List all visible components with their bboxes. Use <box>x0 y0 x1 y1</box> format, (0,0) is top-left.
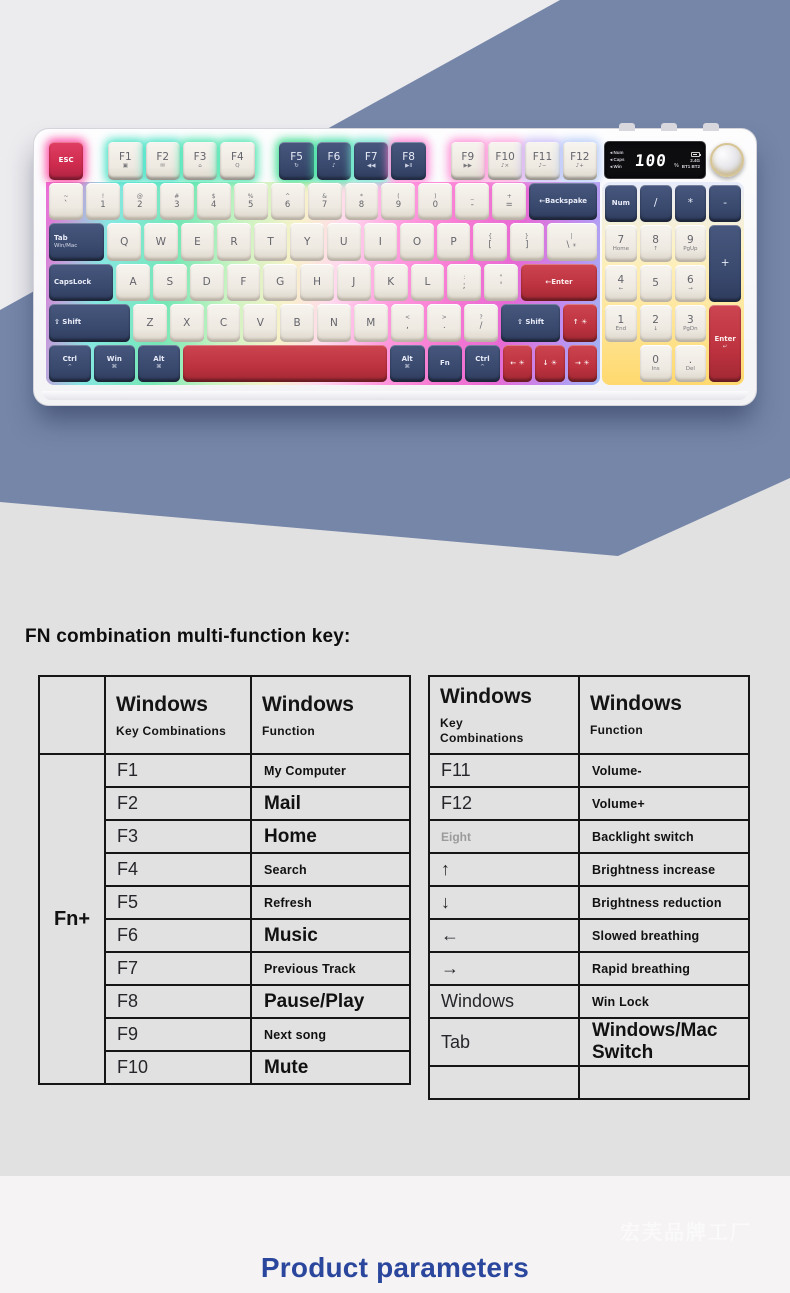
keyboard-row <box>49 223 597 261</box>
table-row <box>429 952 749 985</box>
key-0: ) 0 <box>418 183 452 221</box>
function-cell: Next song <box>251 1018 410 1051</box>
key-f2: F2 ✉ <box>146 142 180 180</box>
key-d: D <box>190 264 224 302</box>
volume-knob <box>710 143 744 177</box>
key-y: Y <box>290 223 324 261</box>
key-space: + = <box>492 183 526 221</box>
key-f8: F8 ▶Ⅱ <box>391 142 425 180</box>
function-cell: Refresh <box>251 886 410 919</box>
key-n: N <box>317 304 351 342</box>
key-f10: F10 ♪× <box>488 142 522 180</box>
table-row <box>39 754 410 787</box>
key-u: U <box>327 223 361 261</box>
table-header-row <box>429 676 749 754</box>
keyboard-function-row <box>49 142 597 180</box>
function-cell: Backlight switch <box>579 820 749 853</box>
key-a: A <box>116 264 150 302</box>
key-gap <box>258 142 277 180</box>
key-2: 2 ↓ <box>640 305 672 342</box>
key-space: + <box>709 225 741 302</box>
key-cell: F6 <box>105 919 251 952</box>
keyboard-row <box>49 264 597 302</box>
display-status <box>682 152 700 169</box>
function-cell: Win Lock <box>579 985 749 1018</box>
key-space: - <box>709 185 741 222</box>
keyboard-row <box>49 304 597 342</box>
top-switch-nub <box>661 123 677 131</box>
function-cell: Home <box>251 820 410 853</box>
product-parameters-title: Product parameters <box>260 1252 530 1283</box>
key-num: Num <box>605 185 637 222</box>
key-f7: F7 ◀◀ <box>354 142 388 180</box>
keyboard-plate <box>46 139 744 385</box>
key-3: # 3 <box>160 183 194 221</box>
table-row <box>429 820 749 853</box>
key-6: ^ 6 <box>271 183 305 221</box>
key-3: 3 PgDn <box>675 305 707 342</box>
function-header: Windows Function <box>579 676 749 754</box>
keyboard-numpad <box>602 182 744 385</box>
key-k: K <box>374 264 408 302</box>
wireless-label: 2.4G <box>690 157 700 163</box>
keyboard-display-area <box>604 141 744 179</box>
function-cell: My Computer <box>251 754 410 787</box>
key-space: ? / <box>464 304 498 342</box>
keyboard-row <box>49 183 597 221</box>
table-row <box>429 886 749 919</box>
key-1: 1 End <box>605 305 637 342</box>
key-4: 4 ← <box>605 265 637 302</box>
keyboard-row <box>49 345 597 383</box>
key-8: 8 ↑ <box>640 225 672 262</box>
key-f4: F4 Q <box>220 142 254 180</box>
function-cell <box>579 1066 749 1099</box>
table-row <box>429 1018 749 1066</box>
key-f6: F6 ♪ <box>317 142 351 180</box>
key-space: | \ ☀ <box>547 223 597 261</box>
key-9: ( 9 <box>381 183 415 221</box>
table-row <box>429 985 749 1018</box>
function-cell: Slowed breathing <box>579 919 749 952</box>
key-cell: F3 <box>105 820 251 853</box>
key-space: > . <box>427 304 461 342</box>
table-row <box>429 754 749 787</box>
battery-unit: % <box>674 163 679 169</box>
key-space: ~ ` <box>49 183 83 221</box>
key-space: } ] <box>510 223 544 261</box>
key-cell: F4 <box>105 853 251 886</box>
key-f11: F11 ♪− <box>525 142 559 180</box>
table-row <box>429 853 749 886</box>
key-r: R <box>217 223 251 261</box>
key-combinations-header: Windows Key Combinations <box>429 676 579 754</box>
key-c: C <box>207 304 241 342</box>
key-space: ↓ ☀ <box>535 345 564 383</box>
table-row <box>429 919 749 952</box>
key-4: $ 4 <box>197 183 231 221</box>
top-switch-nub <box>703 123 719 131</box>
key-space: * <box>675 185 707 222</box>
key-cell: ↑ <box>429 853 579 886</box>
function-cell: Pause/Play <box>251 985 410 1018</box>
battery-value: 100 <box>633 150 668 170</box>
key-f12: F12 ♪+ <box>563 142 597 180</box>
key-cell: Windows <box>429 985 579 1018</box>
key-space: ← ☀ <box>503 345 532 383</box>
key-cell: F10 <box>105 1051 251 1084</box>
key-f9: F9 ▶▶ <box>451 142 485 180</box>
fn-table-left <box>38 675 411 1085</box>
key-9: 9 PgUp <box>675 225 707 262</box>
key-f5: F5 ↻ <box>279 142 313 180</box>
key-alt: Alt ⌘ <box>138 345 180 383</box>
key-0: 0 Ins <box>640 345 672 382</box>
table-header-row <box>39 676 410 754</box>
bluetooth-label: BT1 BT2 <box>681 163 700 169</box>
key-cell: Tab <box>429 1018 579 1066</box>
function-cell: Mail <box>251 787 410 820</box>
key-enter: ←Enter <box>521 264 597 302</box>
key-cell: F11 <box>429 754 579 787</box>
key-gap <box>86 142 105 180</box>
key-8: * 8 <box>345 183 379 221</box>
table-row <box>429 787 749 820</box>
key-space: _ - <box>455 183 489 221</box>
key-1: ! 1 <box>86 183 120 221</box>
section-title: FN combination multi-function key: <box>25 626 351 647</box>
top-switch-nub <box>619 123 635 131</box>
key-l: L <box>411 264 445 302</box>
key-o: O <box>400 223 434 261</box>
keyboard-main-block <box>46 139 600 385</box>
key-w: W <box>144 223 178 261</box>
function-cell: Windows/Mac Switch <box>579 1018 749 1066</box>
key-space: ↑ ☀ <box>563 304 597 342</box>
key-i: I <box>364 223 398 261</box>
key-6: 6 → <box>675 265 707 302</box>
key-b: B <box>280 304 314 342</box>
key-5: 5 <box>640 265 672 302</box>
key-fn: Fn <box>428 345 463 383</box>
function-cell: Music <box>251 919 410 952</box>
key-alt: Alt ⌘ <box>390 345 425 383</box>
key-cell: F9 <box>105 1018 251 1051</box>
key-cell: F2 <box>105 787 251 820</box>
key-cell: F1 <box>105 754 251 787</box>
key-cell: F12 <box>429 787 579 820</box>
key-e: E <box>181 223 215 261</box>
key-x: X <box>170 304 204 342</box>
key-cell: Eight <box>429 820 579 853</box>
status-display <box>604 141 706 179</box>
key-space: : ; <box>447 264 481 302</box>
hero-background <box>0 0 790 560</box>
key-combinations-header: Windows Key Combinations <box>105 676 251 754</box>
display-indicators <box>610 150 625 170</box>
key-ctrl: Ctrl ^ <box>49 345 91 383</box>
function-cell: Volume- <box>579 754 749 787</box>
battery-icon <box>691 152 700 157</box>
function-cell: Brightness increase <box>579 853 749 886</box>
bottom-section <box>0 1176 790 1293</box>
key-m: M <box>354 304 388 342</box>
key-space: / <box>640 185 672 222</box>
key-space: { [ <box>473 223 507 261</box>
function-cell: Volume+ <box>579 787 749 820</box>
key-f: F <box>227 264 261 302</box>
function-cell: Search <box>251 853 410 886</box>
key-esc: ESC <box>49 142 83 180</box>
key-7: & 7 <box>308 183 342 221</box>
keyboard-image <box>33 128 757 406</box>
key-space: → ☀ <box>568 345 597 383</box>
key-shift: ⇧ Shift <box>49 304 130 342</box>
key-ctrl: Ctrl ^ <box>465 345 500 383</box>
key-backspake: ←Backspake <box>529 183 597 221</box>
function-cell: Brightness reduction <box>579 886 749 919</box>
key-enter: Enter ↵ <box>709 305 741 382</box>
key-7: 7 Home <box>605 225 637 262</box>
key-shift: ⇧ Shift <box>501 304 560 342</box>
key-cell: → <box>429 952 579 985</box>
key-g: G <box>263 264 297 302</box>
key-tab: Tab Win/Mac <box>49 223 104 261</box>
function-cell: Rapid breathing <box>579 952 749 985</box>
key-z: Z <box>133 304 167 342</box>
key-cell: F8 <box>105 985 251 1018</box>
key-cell: F7 <box>105 952 251 985</box>
indicator-label: ◂ Num <box>610 150 625 156</box>
function-header: Windows Function <box>251 676 410 754</box>
fn-plus-cell: Fn+ <box>39 754 105 1084</box>
key-space: < , <box>391 304 425 342</box>
key-f3: F3 ⌂ <box>183 142 217 180</box>
key-h: H <box>300 264 334 302</box>
key-cell: ↓ <box>429 886 579 919</box>
key-j: J <box>337 264 371 302</box>
key-p: P <box>437 223 471 261</box>
key-capslock: CapsLock <box>49 264 113 302</box>
key-win: Win ⌘ <box>94 345 136 383</box>
function-cell: Mute <box>251 1051 410 1084</box>
key-space: " ' <box>484 264 518 302</box>
key-t: T <box>254 223 288 261</box>
key-v: V <box>243 304 277 342</box>
fn-table-right <box>428 675 750 1100</box>
indicator-label: ◂ Win <box>610 164 625 170</box>
key-q: Q <box>107 223 141 261</box>
fn-column-header <box>39 676 105 754</box>
key-space <box>183 345 387 383</box>
key-2: @ 2 <box>123 183 157 221</box>
key-cell: F5 <box>105 886 251 919</box>
key-gap <box>429 142 448 180</box>
key-space: . Del <box>675 345 707 382</box>
watermark: 宏芙品牌工厂 <box>620 1222 752 1244</box>
key-f1: F1 ▣ <box>108 142 142 180</box>
key-cell: ← <box>429 919 579 952</box>
key-cell <box>429 1066 579 1099</box>
table-row <box>429 1066 749 1099</box>
function-cell: Previous Track <box>251 952 410 985</box>
key-5: % 5 <box>234 183 268 221</box>
key-s: S <box>153 264 187 302</box>
indicator-label: ◂ Caps <box>610 157 625 163</box>
